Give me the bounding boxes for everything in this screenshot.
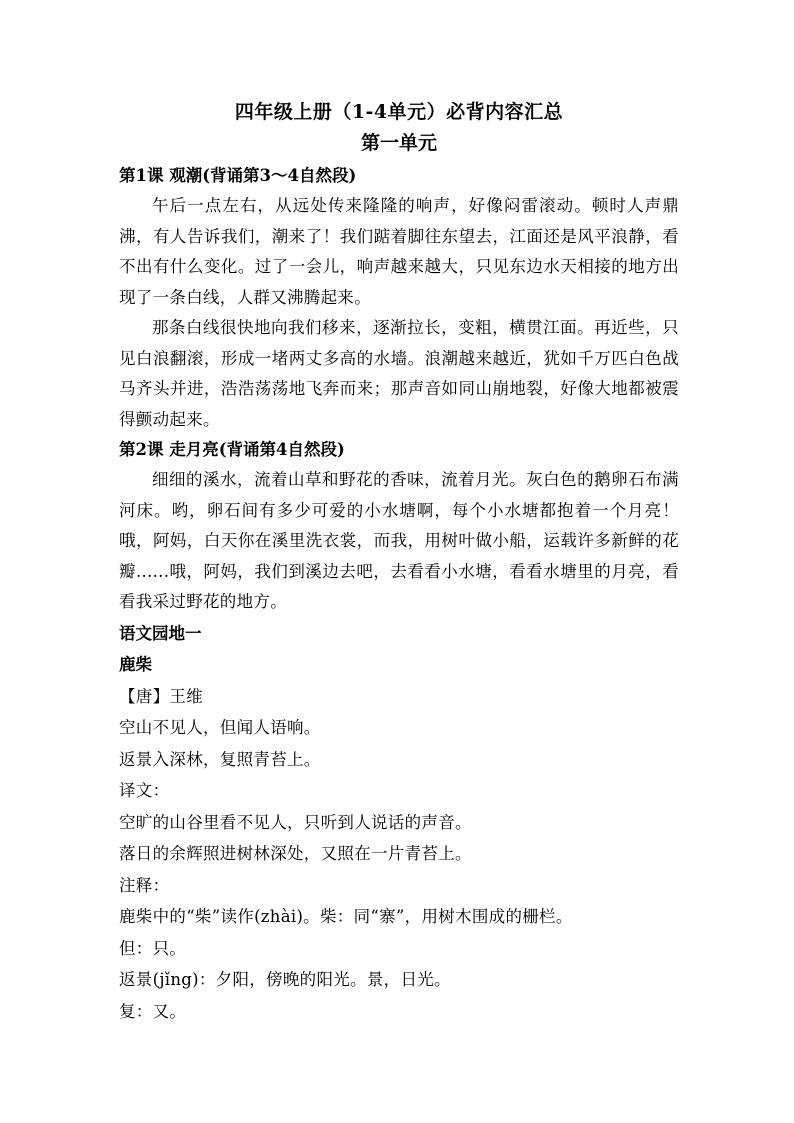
document-title: 四年级上册（1-4单元）必背内容汇总 [234, 101, 564, 123]
lesson-1-paragraph-2: 那条白线很快地向我们移来，逐渐拉长，变粗，横贯江面。再近些，只见白浪翻滚，形成一堵两丈多高的水墙。浪潮越来越近，犹如千万匹白色战马齐头并进，浩浩荡荡地飞奔而来；那声音如同山崩地裂，好像大地都被震得颤动起来。 [119, 318, 679, 429]
poem-line-2: 返景入深林，复照青苔上。 [119, 749, 321, 769]
lesson-2-paragraph-1: 细细的溪水，流着山草和野花的香味，流着月光。灰白色的鹅卵石布满河床。哟，卵石间有多少可爱的小水塘啊，每个小水塘都抱着一个月亮！哦，阿妈，白天你在溪里洗衣裳，而我，用树叶做小船，运载许多新鲜的花瓣......哦，阿妈，我们到溪边去吧，去看看小水塘，看看水塘里的月亮，看看我采过野花的地方。 [119, 470, 679, 611]
note-line-3: 返景(jǐng)：夕阳，傍晚的阳光。景，日光。 [119, 970, 451, 989]
garden-heading: 语文园地一 [119, 623, 202, 643]
poem-author: 【唐】王维 [119, 686, 203, 706]
note-line-4: 复：又。 [119, 1001, 187, 1021]
lesson-2-heading: 第2课 走月亮(背诵第4自然段) [119, 440, 345, 459]
unit-title: 第一单元 [360, 132, 437, 154]
poem-title: 鹿柴 [119, 655, 152, 674]
document-content [119, 97, 679, 1027]
poem-line-1: 空山不见人，但闻人语响。 [119, 718, 321, 737]
translation-label: 译文： [119, 781, 170, 800]
note-line-1: 鹿柴中的“柴”读作(zhài)。柴：同“寨”，用树木围成的栅栏。 [119, 907, 573, 926]
translation-line-2: 落日的余辉照进树林深处，又照在一片青苔上。 [119, 844, 472, 863]
lesson-1-heading: 第1课 观潮(背诵第3～4自然段) [119, 166, 357, 185]
lesson-1-paragraph-1: 午后一点左右，从远处传来隆隆的响声，好像闷雷滚动。顿时人声鼎沸，有人告诉我们，潮来了！我们踮着脚往东望去，江面还是风平浪静，看不出有什么变化。过了一会儿，响声越来越大，只见东边水天相接的地方出现了一条白线，人群又沸腾起来。 [119, 196, 679, 307]
notes-label: 注释： [119, 875, 170, 895]
note-line-2: 但：只。 [119, 938, 187, 958]
translation-line-1: 空旷的山谷里看不见人，只听到人说话的声音。 [119, 812, 472, 832]
